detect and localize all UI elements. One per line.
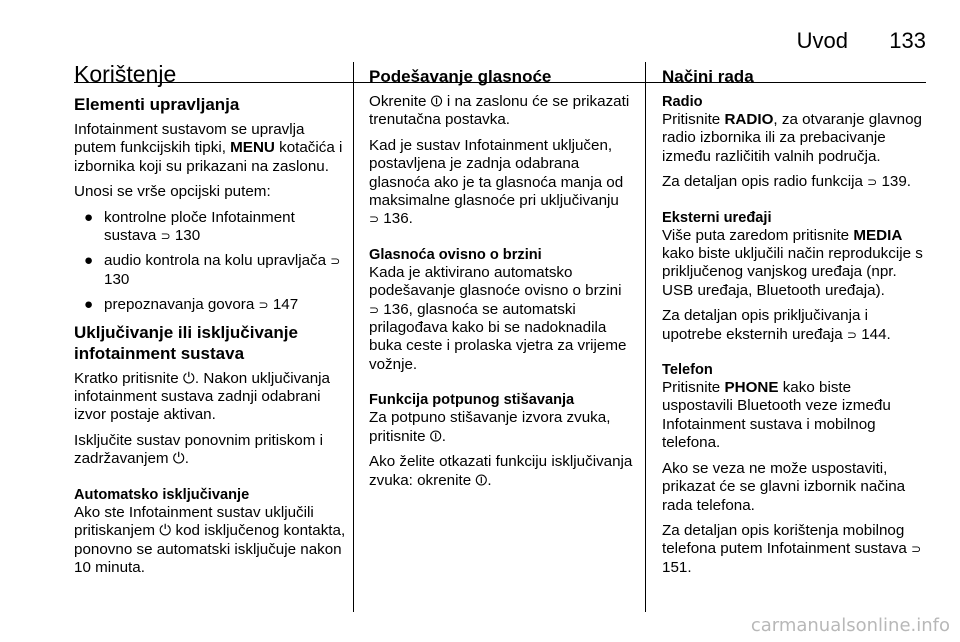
list-item: ● audio kontrola na kolu upravljača ⊃ 130 xyxy=(84,252,341,288)
paragraph-inputs: Unosi se vrše opcijski putem: xyxy=(74,183,271,201)
watermark: carmanualsonline.info xyxy=(750,615,950,636)
page-ref-arrow-icon: ⊃ xyxy=(369,212,380,227)
heading-nacini-rada: Načini rada xyxy=(662,67,754,86)
list-item: ● kontrolne ploče Infotainment sustava ⊃ 130 xyxy=(84,208,295,245)
paragraph-phone-fail: Ako se veza ne može uspostaviti, prikazat će se glavni izbornik načina rada telefona. xyxy=(662,459,906,514)
page-ref[interactable]: 139. xyxy=(881,173,912,191)
volume-knob-icon: ⏼ xyxy=(430,93,443,110)
paragraph-volume-startup: Kad je sustav Infotainment uključen, postavljena je zadnja odabrana glasnoća ako je ta glasnoća manja od maksimalne glasnoće pri uključivanju ⊃ 136. xyxy=(369,136,624,228)
paragraph-media-ref: Za detaljan opis priključivanja i upotrebe eksternih uređaja ⊃ 144. xyxy=(662,307,891,343)
page-ref[interactable]: 130 xyxy=(104,270,130,288)
heading-ukljucivanje: Uključivanje ili isključivanje infotainment sustava xyxy=(74,322,298,363)
column-1 xyxy=(74,60,346,584)
phone-key-label: PHONE xyxy=(724,379,779,397)
heading-podesavanje-glasnoce: Podešavanje glasnoće xyxy=(369,67,552,86)
column-divider-1 xyxy=(353,62,354,612)
paragraph-power-off: Isključite sustav ponovnim pritiskom i zadržavanjem ⏻. xyxy=(74,431,323,468)
page-ref-arrow-icon: ⊃ xyxy=(911,542,922,557)
bullet-icon: ● xyxy=(84,296,94,314)
input-methods-list xyxy=(74,209,346,315)
heading-automatsko-iskljucivanje: Automatsko isključivanje xyxy=(74,486,250,503)
media-key-label: MEDIA xyxy=(853,226,903,244)
paragraph-mute: Za potpuno stišavanje izvora zvuka, pritisnite ⏼. xyxy=(369,409,611,445)
bullet-icon: ● xyxy=(84,252,94,270)
power-icon: ⏻ xyxy=(182,369,195,387)
paragraph-radio-ref: Za detaljan opis radio funkcija ⊃ 139. xyxy=(662,173,912,191)
page-ref-arrow-icon: ⊃ xyxy=(369,302,380,317)
heading-glasnoca-ovisno-o-brzini: Glasnoća ovisno o brzini xyxy=(369,246,542,263)
heading-eksterni-uredaji: Eksterni uređaji xyxy=(662,209,772,226)
section-title: Uvod xyxy=(796,28,848,53)
paragraph-phone-ref: Za detaljan opis korištenja mobilnog telefona putem Infotainment sustava ⊃ 151. xyxy=(662,521,922,576)
page-ref-arrow-icon: ⊃ xyxy=(258,298,269,313)
paragraph-auto-off: Ako ste Infotainment sustav uključili pritiskanjem ⏻ kod isključenog kontakta, ponovno se automatski isključuje nakon 10 minuta. xyxy=(74,503,346,576)
column-divider-2 xyxy=(645,62,646,612)
page-ref[interactable]: 151. xyxy=(662,558,692,576)
power-icon: ⏻ xyxy=(159,522,172,540)
menu-key-label: MENU xyxy=(230,139,275,157)
volume-knob-icon: ⏼ xyxy=(475,471,488,489)
page-ref[interactable]: 144. xyxy=(861,325,891,343)
paragraph-media: Više puta zaredom pritisnite MEDIA kako biste uključili način reprodukcije s priključenog vanjskog uređaja (npr. USB uređaja, Bluetooth uređaja). xyxy=(662,226,923,299)
page-number: 133 xyxy=(889,28,926,53)
page-ref[interactable]: 136 xyxy=(383,300,409,318)
volume-knob-icon: ⏼ xyxy=(429,427,442,445)
paragraph-intro: Infotainment sustavom se upravlja putem funkcijskih tipki, MENU kotačića i izbornika koji su prikazani na zaslonu. xyxy=(74,121,343,175)
page-ref-arrow-icon: ⊃ xyxy=(867,175,878,190)
page-ref[interactable]: 147 xyxy=(272,296,299,314)
page-header xyxy=(74,28,926,54)
column-3 xyxy=(662,66,926,584)
paragraph-volume-knob: Okrenite ⏼ i na zaslonu će se prikazati trenutačna postavka. xyxy=(369,93,630,129)
paragraph-unmute: Ako želite otkazati funkciju isključivanja zvuka: okrenite ⏼. xyxy=(369,453,633,489)
heading-funkcija-stisavanja: Funkcija potpunog stišavanja xyxy=(369,392,575,409)
heading-koristenje: Korištenje xyxy=(74,61,177,87)
heading-elementi-upravljanja: Elementi upravljanja xyxy=(74,95,240,114)
heading-radio: Radio xyxy=(662,94,703,110)
power-icon: ⏻ xyxy=(172,450,185,468)
list-item: ● prepoznavanja govora ⊃ 147 xyxy=(84,296,299,314)
column-2 xyxy=(369,66,633,497)
heading-telefon: Telefon xyxy=(662,362,713,379)
paragraph-phone: Pritisnite PHONE kako biste uspostavili Bluetooth veze između Infotainment sustava i mobilnog telefona. xyxy=(662,379,891,452)
radio-key-label: RADIO xyxy=(724,111,774,128)
paragraph-radio: Pritisnite RADIO, za otvaranje glavnog radio izbornika ili za prebacivanje između različitih valnih područja. xyxy=(662,111,923,165)
page-ref[interactable]: 136. xyxy=(383,210,413,228)
page-ref-arrow-icon: ⊃ xyxy=(160,229,171,244)
bullet-icon: ● xyxy=(84,208,94,226)
page-ref-arrow-icon: ⊃ xyxy=(846,327,857,342)
page-ref[interactable]: 130 xyxy=(174,227,201,245)
page-ref-arrow-icon: ⊃ xyxy=(330,254,341,269)
paragraph-speed-volume: Kada je aktivirano automatsko podešavanje glasnoće ovisno o brzini ⊃ 136, glasnoća se automatski prilagođava kako bi se nadoknadila buka ceste i prolaska vjetra za vrijeme vožnje. xyxy=(369,263,627,373)
paragraph-power-on: Kratko pritisnite ⏻. Nakon uključivanja infotainment sustava zadnji odabrani izvor postaje aktivan. xyxy=(74,369,330,424)
